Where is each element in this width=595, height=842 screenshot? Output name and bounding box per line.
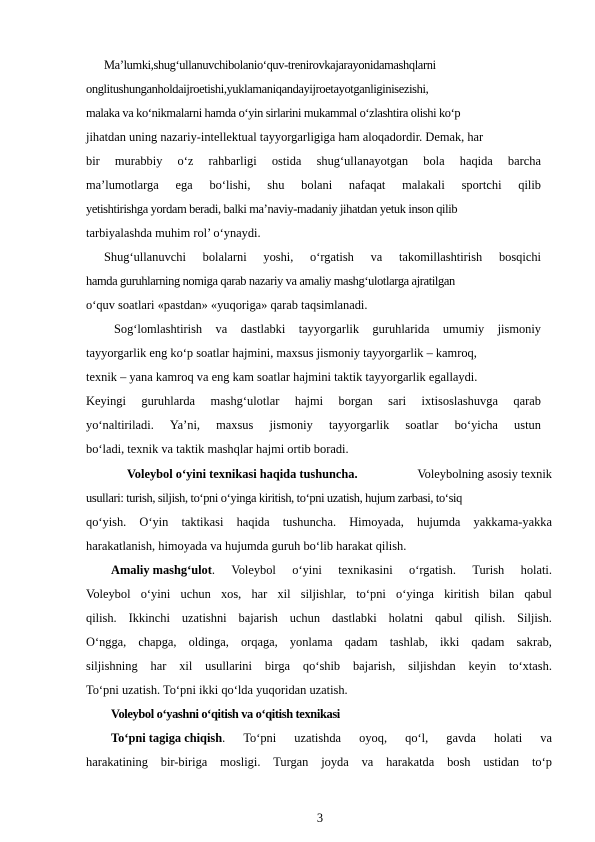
text-segment: mosligi. (220, 755, 261, 769)
text-segment: ma’lumotlarga (86, 178, 159, 192)
subheading-line (111, 707, 577, 721)
text-segment: bajarish (238, 611, 278, 625)
text-line (104, 250, 541, 264)
text-line (86, 130, 541, 144)
text-line (86, 659, 552, 673)
text-segment: Voleybol (231, 563, 276, 577)
text-segment: . (222, 731, 226, 745)
text-segment: haqida (459, 154, 493, 168)
text-segment: siljishlar, (300, 587, 347, 601)
text-segment: maxsus (216, 418, 254, 432)
text-line (86, 370, 541, 384)
page-number: 3 (316, 811, 324, 825)
text-segment: . (211, 563, 215, 577)
text-segment: mashg‘ulotlar (210, 394, 280, 408)
text-segment: o‘yini (292, 563, 322, 577)
text-segment: bolani (301, 178, 333, 192)
text-segment: tayyorgarlik (328, 418, 390, 432)
text-segment: keyin (468, 659, 497, 673)
text-segment: Turish (472, 563, 505, 577)
text-segment: rahbarligi (208, 154, 257, 168)
text-segment: qadam (471, 635, 505, 649)
text-segment: Siljish. (517, 611, 552, 625)
text-segment: oldinga, (188, 635, 229, 649)
text-segment: tushuncha. (282, 515, 337, 529)
text-line (86, 178, 541, 192)
text-segment: bilan (489, 587, 515, 601)
text-segment: bosh (447, 755, 471, 769)
text-line (86, 394, 541, 408)
text-line (86, 515, 552, 529)
text-segment: shu (267, 178, 285, 192)
text-segment: qo‘shib (302, 659, 341, 673)
text-segment: ustun (514, 418, 541, 432)
text-line (86, 106, 541, 120)
text-segment: soatlar (405, 418, 439, 432)
text-segment: holati. (520, 563, 552, 577)
text-segment: dastlabki (331, 611, 377, 625)
subheading: Voleybol o‘yashni o‘qitish va o‘qitish texnikasi (111, 707, 340, 721)
text-segment: harakatlanish, himoyada va hujumda guruh bo‘lib harakat qilish. (86, 539, 407, 553)
text-segment: gavda (446, 731, 476, 745)
text-segment: Ikkinchi (128, 611, 170, 625)
text-segment: holatni (388, 611, 424, 625)
text-segment: va (540, 731, 552, 745)
text-segment: sakrab, (516, 635, 552, 649)
text-segment: chapga, (138, 635, 177, 649)
text-segment: O‘ngga, (86, 635, 127, 649)
text-segment: bola (423, 154, 445, 168)
text-segment: Ma’lumki,shug‘ullanuvchibolanio‘quv-trenirovkajarayonidamashqlarni (104, 58, 436, 72)
text-segment: o‘yinga (396, 587, 434, 601)
text-segment: To‘pni uzatish. To‘pni ikki qo‘lda yuqoridan uzatish. (86, 683, 348, 697)
text-line (86, 418, 541, 432)
text-segment: o‘quv soatlari «pastdan» «yuqoriga» qarab taqsimlanadi. (86, 298, 368, 312)
text-segment: O‘yin (139, 515, 169, 529)
text-segment: o‘rgatish. (409, 563, 456, 577)
text-segment: malakali (402, 178, 445, 192)
text-segment: Shug‘ullanuvchi (104, 250, 186, 264)
text-line (104, 58, 534, 72)
subheading: Amaliy mashg‘ulot (111, 563, 212, 577)
text-segment: ikki (439, 635, 460, 649)
text-segment: va (370, 250, 383, 264)
text-segment: harakatda (386, 755, 435, 769)
text-segment: guruhlarda (141, 394, 196, 408)
text-segment: malaka va ko‘nikmalarni hamda o‘yin sirlarini mukammal o‘zlashtira olishi ko‘p (86, 106, 461, 120)
text-segment: siljishdan (408, 659, 456, 673)
text-segment: Voleybol (86, 587, 131, 601)
text-line (86, 587, 552, 601)
text-segment: va (361, 755, 374, 769)
text-segment: kiritish (444, 587, 480, 601)
text-segment: usullari: turish, siljish, to‘pni o‘yinga kiritish, to‘pni uzatish, hujum zarbasi, to‘siq (86, 491, 462, 505)
text-segment: bir (86, 154, 100, 168)
text-segment: murabbiy (114, 154, 163, 168)
text-segment: xos, (220, 587, 242, 601)
text-line (86, 611, 552, 625)
text-segment: sari (388, 394, 407, 408)
text-segment: taktikasi (181, 515, 224, 529)
text-segment: oyoq, (359, 731, 388, 745)
text-line (86, 298, 541, 312)
text-segment: usullarini (205, 659, 252, 673)
text-segment: to‘xtash. (508, 659, 552, 673)
text-line (86, 274, 541, 288)
text-line (86, 226, 541, 240)
text-segment: hajmi (294, 394, 324, 408)
text-segment: qilib (518, 178, 541, 192)
text-segment: jismoniy (269, 418, 313, 432)
text-segment: onglitushunganholdaijroetishi,yuklamaniqandayijroetayotganliginisezishi, (86, 82, 429, 96)
text-segment: hamda guruhlarning nomiga qarab nazariy va amaliy mashg‘ulotlarga ajratilgan (86, 274, 455, 288)
text-segment: umumiy (442, 322, 485, 336)
text-segment: joyda (321, 755, 349, 769)
text-segment: uzatishda (294, 731, 342, 745)
section-heading: Voleybol o‘yini texnikasi haqida tushuncha. (127, 467, 358, 481)
text-segment: jismoniy (497, 322, 541, 336)
text-segment: birga (264, 659, 291, 673)
text-segment: jihatdan uning nazariy-intellektual tayyorgarligiga ham aloqadordir. Demak, har (86, 130, 484, 144)
text-segment: uchun (180, 587, 211, 601)
text-segment: bolalarni (202, 250, 247, 264)
text-segment: sportchi (461, 178, 502, 192)
text-segment: qilish. (474, 611, 506, 625)
text-segment: yonlama (289, 635, 333, 649)
text-segment: guruhlarida (372, 322, 430, 336)
text-segment: tarbiyalashda muhim rol’ o‘ynaydi. (86, 226, 261, 240)
text-group (111, 731, 225, 745)
text-segment: qadam (344, 635, 378, 649)
text-line (114, 322, 541, 336)
text-line (86, 202, 541, 216)
text-segment: to‘p (531, 755, 552, 769)
text-segment: qabul (435, 611, 463, 625)
subheading-line (111, 731, 552, 745)
text-segment: yo‘naltiriladi. (86, 418, 154, 432)
text-line (86, 82, 541, 96)
text-segment: va (215, 322, 228, 336)
text-segment: orqaga, (240, 635, 278, 649)
text-line (86, 442, 541, 456)
text-line (86, 755, 552, 769)
text-line (86, 683, 552, 697)
text-segment: shug‘ullanayotgan (316, 154, 409, 168)
subheading: To‘pni tagiga chiqish (111, 731, 223, 745)
text-segment: har (150, 659, 167, 673)
text-segment: To‘pni (243, 731, 277, 745)
text-line (86, 539, 552, 553)
text-segment: nafaqat (348, 178, 386, 192)
text-segment: tayyorgarlik eng ko‘p soatlar hajmini, maxsus jismoniy tayyorgarlik – kamroq, (86, 346, 477, 360)
text-segment: bajarish, (352, 659, 396, 673)
text-segment: borgan (338, 394, 373, 408)
text-segment: dastlabki (240, 322, 286, 336)
text-segment: yakkama-yakka (473, 515, 552, 529)
text-segment: haqida (236, 515, 270, 529)
text-segment: tashlab, (389, 635, 428, 649)
text-line (86, 491, 552, 505)
subheading-line (111, 563, 552, 577)
text-segment: siljishning (86, 659, 138, 673)
text-segment: qo‘l, (405, 731, 429, 745)
text-segment: bosqichi (498, 250, 541, 264)
text-segment: holati (493, 731, 523, 745)
text-segment: barcha (507, 154, 541, 168)
text-line (86, 635, 552, 649)
text-segment: bo‘lishi, (209, 178, 251, 192)
text-segment: qabul (524, 587, 552, 601)
text-segment: qilish. (86, 611, 117, 625)
text-segment: uchun (289, 611, 321, 625)
text-group (111, 563, 215, 577)
text-segment: yetishtirishga yordam beradi, balki ma’naviy-madaniy jihatdan yetuk inson qilib (86, 202, 458, 216)
section-heading-line (127, 467, 552, 481)
text-segment: ostida (271, 154, 302, 168)
text-segment: takomillashtirish (398, 250, 483, 264)
text-segment: qo‘yish. (86, 515, 127, 529)
text-segment: o‘yini (140, 587, 171, 601)
text-segment: har (251, 587, 268, 601)
text-segment: bir-biriga (160, 755, 208, 769)
text-segment: bo‘ladi, texnik va taktik mashqlar hajmi ortib boradi. (86, 442, 349, 456)
text-segment: Ya’ni, (169, 418, 200, 432)
text-segment: to‘pni (356, 587, 386, 601)
text-segment: harakatining (86, 755, 148, 769)
text-segment: Keyingi (86, 394, 126, 408)
text-segment: hujumda (417, 515, 461, 529)
text-line (86, 154, 541, 168)
text-segment: ustidan (483, 755, 520, 769)
text-segment: uzatishni (181, 611, 227, 625)
text-segment: Voleybolning asosiy texnik (417, 467, 552, 481)
text-segment: o‘z (177, 154, 194, 168)
text-segment: ixtisoslashuvga (421, 394, 498, 408)
text-segment: yoshi, (263, 250, 294, 264)
text-segment: xil (277, 587, 291, 601)
text-segment: texnik – yana kamroq va eng kam soatlar hajmini taktik tayyorgarlik egallaydi. (86, 370, 478, 384)
text-segment: Sog‘lomlashtirish (114, 322, 203, 336)
text-segment: texnikasini (338, 563, 393, 577)
text-segment: tayyorgarlik (298, 322, 360, 336)
text-segment: qarab (513, 394, 541, 408)
text-line (86, 346, 541, 360)
text-segment: Turgan (273, 755, 309, 769)
text-segment: ega (175, 178, 193, 192)
text-segment: xil (179, 659, 193, 673)
text-segment: Himoyada, (349, 515, 404, 529)
text-segment: bo‘yicha (454, 418, 498, 432)
text-segment: o‘rgatish (310, 250, 354, 264)
